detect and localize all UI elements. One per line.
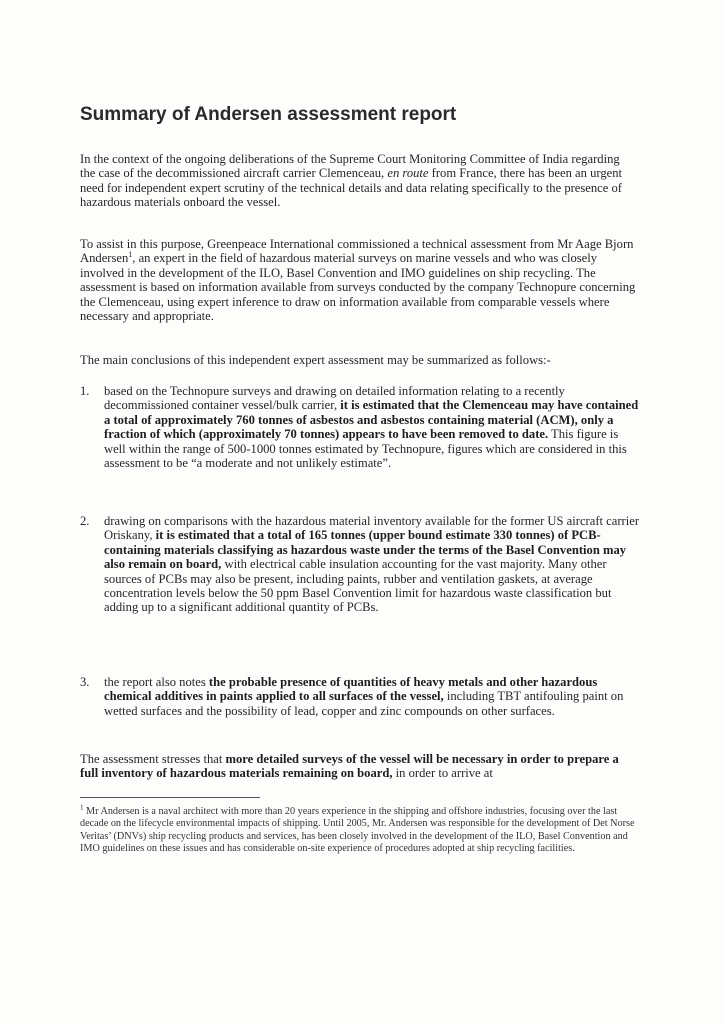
- list-text-b: with electrical cable insulation accounting for the vast majority. Many other sources of PCBs may also be present, including paints, rubber and ventilation gaskets, at average concentration levels below the 50 ppm Basel Convention limit for hazardous waste classification but adding up to a significant additional quantity of PCBs.: [104, 557, 612, 615]
- closing-paragraph: [80, 752, 640, 781]
- list-item: [80, 675, 642, 718]
- list-item: [80, 514, 642, 615]
- list-item: [80, 384, 642, 470]
- intro-text-a: In the context of the ongoing deliberations of the Supreme Court Monitoring Committee of India regarding the case of the decommissioned aircraft carrier Clemenceau,: [80, 152, 620, 181]
- intro-text-b: from France, there has been an urgent need for independent expert scrutiny of the technical details and data relating specifically to the presence of hazardous materials onboard the vessel.: [80, 166, 623, 210]
- footnote-reference: 1: [128, 250, 133, 260]
- conclusions-paragraph: The main conclusions of this independent expert assessment may be summarized as follows:-: [80, 353, 551, 367]
- intro-paragraph: [80, 152, 636, 210]
- list-item-text: [104, 675, 642, 718]
- page-title: Summary of Andersen assessment report: [80, 104, 457, 125]
- list-item-text: [104, 384, 642, 470]
- list-text-a: drawing on comparisons with the hazardous material inventory available for the former US aircraft carrier Oriskany,: [104, 514, 640, 543]
- intro-italic-text: en route: [387, 166, 429, 181]
- list-number: 3.: [80, 675, 90, 689]
- list-bold-text: it is estimated that the Clemenceau may have contained a total of approximately 760 tonnes of asbestos and asbestos containing material (ACM), only a fraction of which (approximately 70 tonnes) appears to have been removed to date.: [104, 398, 639, 442]
- footnote-divider: [80, 797, 260, 798]
- list-number: 2.: [80, 514, 90, 528]
- list-text-b: including TBT antifouling paint on wetted surfaces and the possibility of lead, copper and zinc compounds on other surfaces.: [104, 689, 624, 718]
- closing-text-a: The assessment stresses that: [80, 752, 226, 766]
- footnote-text: Mr Andersen is a naval architect with more than 20 years experience in the shipping and offshore industries, focusing over the last decade on the lifecycle environmental impacts of shipping. Until 2005, Mr. Andersen was responsible for the development of Det Norse Veritas’ (DNVs) ship recycling products and services, has been closely involved in the development of the ILO, Basel Convention and IMO guidelines on these issues and has considerable on-site experience of procedures adopted at ship recycling facilities.: [80, 806, 635, 855]
- assist-text-a: To assist in this purpose, Greenpeace International commissioned a technical assessment from Mr Aage Bjorn Andersen: [80, 237, 634, 266]
- list-text-b: This figure is well within the range of 500-1000 tonnes estimated by Technopure, figures which are considered in this assessment to be “a moderate and not unlikely estimate”.: [104, 427, 627, 471]
- footnote-marker: 1: [80, 803, 84, 812]
- list-item-text: [104, 514, 642, 615]
- list-text-a: the report also notes: [104, 675, 209, 689]
- list-bold-text: the probable presence of quantities of heavy metals and other hazardous chemical additives in paints applied to all surfaces of the vessel,: [104, 675, 598, 704]
- closing-text-b: in order to arrive at: [392, 766, 493, 781]
- list-bold-text: it is estimated that a total of 165 tonnes (upper bound estimate 330 tonnes) of PCB-containing materials classifying as hazardous waste under the terms of the Basel Convention may also remain on board,: [104, 528, 627, 572]
- assist-text-b: , an expert in the field of hazardous material surveys on marine vessels and who was closely involved in the development of the ILO, Basel Convention and IMO guidelines on ship recycling. The assessment is based on information available from surveys conducted by the company Technopure concerning the Clemenceau, using expert inference to draw on information available from comparable vessels where necessary and appropriate.: [80, 251, 636, 324]
- footnote: [80, 803, 636, 856]
- closing-bold-text: more detailed surveys of the vessel will be necessary in order to prepare a full inventory of hazardous materials remaining on board,: [80, 752, 619, 781]
- list-number: 1.: [80, 384, 90, 398]
- assist-paragraph: [80, 237, 636, 323]
- list-text-a: based on the Technopure surveys and drawing on detailed information relating to a recently decommissioned container vessel/bulk carrier,: [104, 384, 565, 413]
